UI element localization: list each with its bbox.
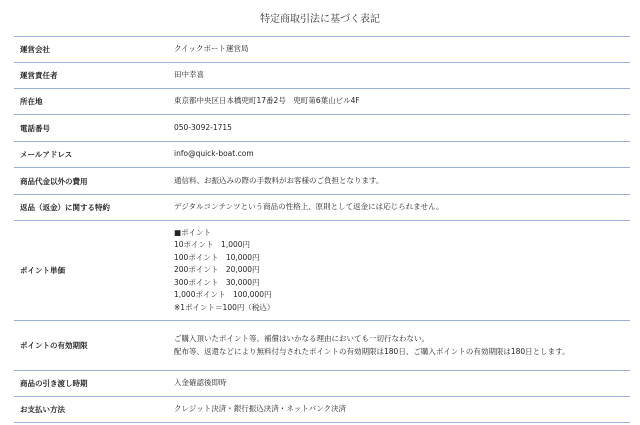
table-row	[14, 371, 630, 397]
value-line: 配布等、返還などにより無料付与されたポイントの有効期限は180日、ご購入ポイントの有効期限は180日とします。	[174, 346, 570, 356]
row-value	[174, 227, 630, 315]
table-row	[14, 142, 630, 168]
table-row	[14, 168, 630, 195]
table-row	[14, 89, 630, 115]
email-value: info@quick-boat.com	[174, 149, 254, 159]
row-value	[174, 43, 630, 56]
value-line: 300ポイント 30,000円	[174, 277, 260, 287]
value-line: 入金確認後即時	[174, 378, 227, 388]
table-row	[14, 221, 630, 321]
row-label: 電話番号	[20, 123, 50, 133]
value-line: デジタルコンテンツという商品の性格上、原則として返金には応じられません。	[174, 202, 444, 212]
value-line: 050-3092-1715	[174, 122, 232, 132]
row-value	[174, 69, 630, 82]
row-value	[174, 333, 630, 358]
value-line: 通信料、お振込みの際の手数料がお客様のご負担となります。	[174, 175, 384, 185]
row-value	[174, 377, 630, 390]
row-label: お支払い方法	[20, 405, 65, 414]
table-row	[14, 397, 630, 423]
value-line: ご購入頂いたポイント等、補償はいかなる理由においても一切行なわない。	[174, 334, 429, 343]
row-value	[174, 201, 630, 214]
row-label: 所在地	[20, 97, 43, 106]
row-value	[174, 403, 630, 416]
value-line: ※1ポイント＝100円（税込）	[174, 302, 275, 312]
value-line: 100ポイント 10,000円	[174, 252, 260, 262]
row-label: 商品の引き渡し時期	[20, 379, 88, 388]
value-line: 田中幸喜	[174, 70, 204, 80]
value-line: 10ポイント 1,000円	[174, 240, 251, 250]
row-value	[174, 122, 630, 135]
table-row	[14, 321, 630, 371]
value-line: 200ポイント 20,000円	[174, 265, 260, 275]
value-line: 東京都中央区日本橋兜町17番2号 兜町第6葉山ビル4F	[174, 96, 360, 106]
row-label: 商品代金以外の費用	[20, 176, 88, 186]
row-label: ポイント単価	[20, 266, 65, 275]
table-row	[14, 115, 630, 142]
value-line: 1,000ポイント 100,000円	[174, 290, 272, 300]
table-row	[14, 63, 630, 89]
table-row	[14, 195, 630, 221]
row-value	[174, 148, 630, 161]
row-value	[174, 95, 630, 108]
value-line: ■ポイント	[174, 227, 212, 237]
info-table	[14, 36, 630, 423]
value-line: クレジット決済・銀行振込決済・ネットバンク決済	[174, 404, 347, 414]
row-label: 運営責任者	[20, 71, 58, 80]
value-line: クイックボート運営局	[174, 44, 249, 54]
table-row	[14, 37, 630, 63]
row-label: メールアドレス	[20, 150, 73, 159]
row-value	[174, 175, 630, 188]
row-label: 運営会社	[20, 45, 50, 54]
row-label: ポイントの有効期限	[20, 341, 88, 350]
page-title: 特定商取引法に基づく表記	[260, 14, 380, 25]
row-label: 返品（返金）に関する特約	[20, 203, 110, 212]
